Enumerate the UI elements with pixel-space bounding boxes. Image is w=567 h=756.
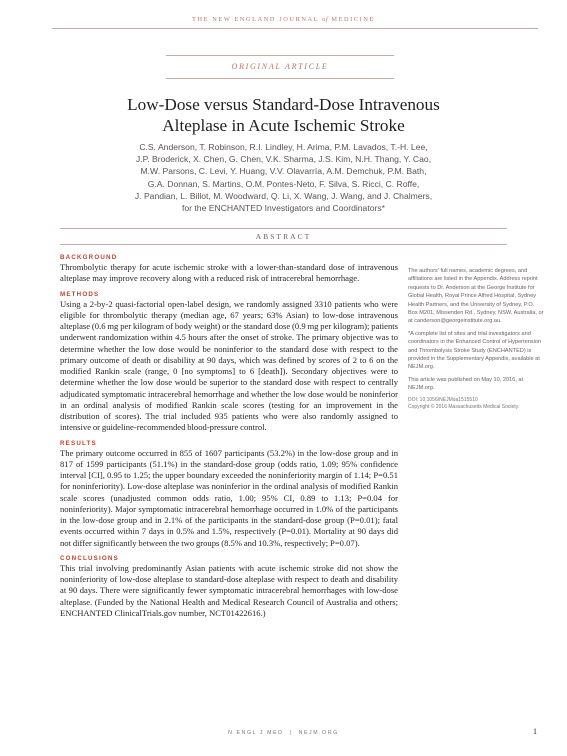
sidebar-notes <box>408 267 545 412</box>
article-type-rule-bottom <box>166 78 394 79</box>
page-footer <box>0 730 567 736</box>
methods-text: Using a 2-by-2 quasi-factorial open-label design, we randomly assigned 3310 patients who were eligible for thrombolytic therapy (median age, 67 years; 63% Asian) to low-dose intravenous alteplase (0.6 mg per kilogram of body weight) or the standard dose (0.9 mg per kilogram); patients underwent randomization within 4.5 hours after the onset of stroke. The primary objective was to determine whether the low dose would be noninferior to the standard dose with respect to the primary outcome of death or disability at 90 days, which was defined by scores of 2 to 6 on the modified Rankin scale (range, 0 [no symptoms] to 6 [death]). Secondary objectives were to determine whether the low dose would be superior to the standard dose with respect to centrally adjudicated symptomatic intracerebral hemorrhage and whether the low dose would be noninferior in an ordinal analysis of modified Rankin scale scores (testing for an improvement in the distribution of scores). The trial included 935 patients who were also randomly assigned to intensive or guideline-recommended blood-pressure control. <box>60 298 398 433</box>
journal-name-of: of <box>322 16 329 23</box>
article-title <box>40 94 527 136</box>
footer-website: NEJM.ORG <box>298 730 339 736</box>
author-list <box>60 141 507 214</box>
results-heading: RESULTS <box>60 439 97 447</box>
article-type: ORIGINAL ARTICLE <box>231 62 329 71</box>
article-title-line-2: Alteplase in Acute Ischemic Stroke <box>162 116 405 135</box>
publication-note: This article was published on May 10, 2016, at NEJM.org. <box>408 376 524 392</box>
investigators-note: *A complete list of sites and trial investigators and coordinators in the Enhanced Control of Hypertension and Thrombolysis Stroke Study (ENCHANTED) is provided in the Supplementary Appendix, available at NEJM.org. <box>408 330 542 371</box>
article-type-rule-top <box>166 55 394 56</box>
background-heading: BACKGROUND <box>60 254 118 261</box>
author-line: G.A. Donnan, S. Martins, O.M. Pontes-Neto, F. Silva, S. Ricci, C. Roffe, <box>147 178 420 189</box>
footer-journal: N ENGL J MED <box>228 730 284 736</box>
author-line: C.S. Anderson, T. Robinson, R.I. Lindley, H. Arima, P.M. Lavados, T.-H. Lee, <box>139 142 428 152</box>
methods-heading: METHODS <box>60 290 100 298</box>
author-line: J.P. Broderick, X. Chen, G. Chen, V.K. Sharma, J.S. Kim, N.H. Thang, Y. Cao, <box>135 154 432 165</box>
page-number: 1 <box>533 727 537 736</box>
footer-separator: | <box>286 730 299 736</box>
author-line: J. Pandian, L. Billot, M. Woodward, Q. Li, X. Wang, J. Wang, and J. Chalmers, <box>134 190 433 201</box>
article-title-line-1: Low-Dose versus Standard-Dose Intravenous <box>127 95 440 114</box>
copyright-text: Copyright © 2016 Massachusetts Medical Society. <box>408 404 520 411</box>
abstract-heading: ABSTRACT <box>60 228 507 245</box>
background-text: Thrombolytic therapy for acute ischemic stroke with a lower-than-standard dose of intravenous alteplase may improve recovery along with a reduced risk of intracerebral hemorrhage. <box>60 262 398 284</box>
conclusions-heading: CONCLUSIONS <box>60 554 119 562</box>
abstract-body <box>60 248 398 619</box>
affiliation-note: The authors' full names, academic degrees, and affiliations are listed in the Appendix. Address reprint requests to Dr. Anderson at the George Institute for Global Health, Royal Prince Alfred Hospital, Sydney Health Partners, and the University of Sydney, P.O. Box M201, Missenden Rd., Sydney, NSW, Australia, or at canderson@georgeinstitute.org.au. <box>408 268 544 325</box>
author-line: for the ENCHANTED Investigators and Coordinators* <box>182 203 385 214</box>
header-rule <box>52 28 538 29</box>
results-text: The primary outcome occurred in 855 of 1607 participants (53.2%) in the low-dose group and in 817 of 1599 participants (51.1%) in the standard-dose group (odds ratio, 1.09; 95% confidence interval [CI], 0.95 to 1.25; the upper boundary exceeded the noninferiority margin of 1.14; P=0.51 for noninferiority). Low-dose alteplase was noninferior in the ordinal analysis of modified Rankin scale scores (unadjusted common odds ratio, 1.00; 95% CI, 0.89 to 1.13; P=0.04 for noninferiority). Major symptomatic intracerebral hemorrhage occurred in 1.0% of the participants in the low-dose group and in 2.1% of the participants in the standard-dose group (P=0.01); fatal events occurred within 7 days in 0.5% and 1.5%, respectively (P=0.01). Mortality at 90 days did not differ significantly between the two groups (8.5% and 10.3%, respectively; P=0.07). <box>60 447 398 548</box>
conclusions-text: This trial involving predominantly Asian patients with acute ischemic stroke did not show the noninferiority of low-dose alteplase to standard-dose alteplase with respect to death and disability at 90 days. There were significantly fewer symptomatic intracerebral hemorrhages with low-dose alteplase. (Funded by the National Health and Medical Research Council of Australia and others; ENCHANTED ClinicalTrials.gov number, NCT01422616.) <box>60 562 398 618</box>
doi-text: DOI: 10.1056/NEJMoa1515510 <box>408 396 478 403</box>
journal-name-after: MEDICINE <box>331 16 375 23</box>
journal-header <box>0 16 567 23</box>
journal-name-before: THE NEW ENGLAND JOURNAL <box>192 16 319 23</box>
author-line: M.W. Parsons, C. Levi, Y. Huang, V.V. Olavarría, A.M. Demchuk, P.M. Bath, <box>140 166 427 177</box>
